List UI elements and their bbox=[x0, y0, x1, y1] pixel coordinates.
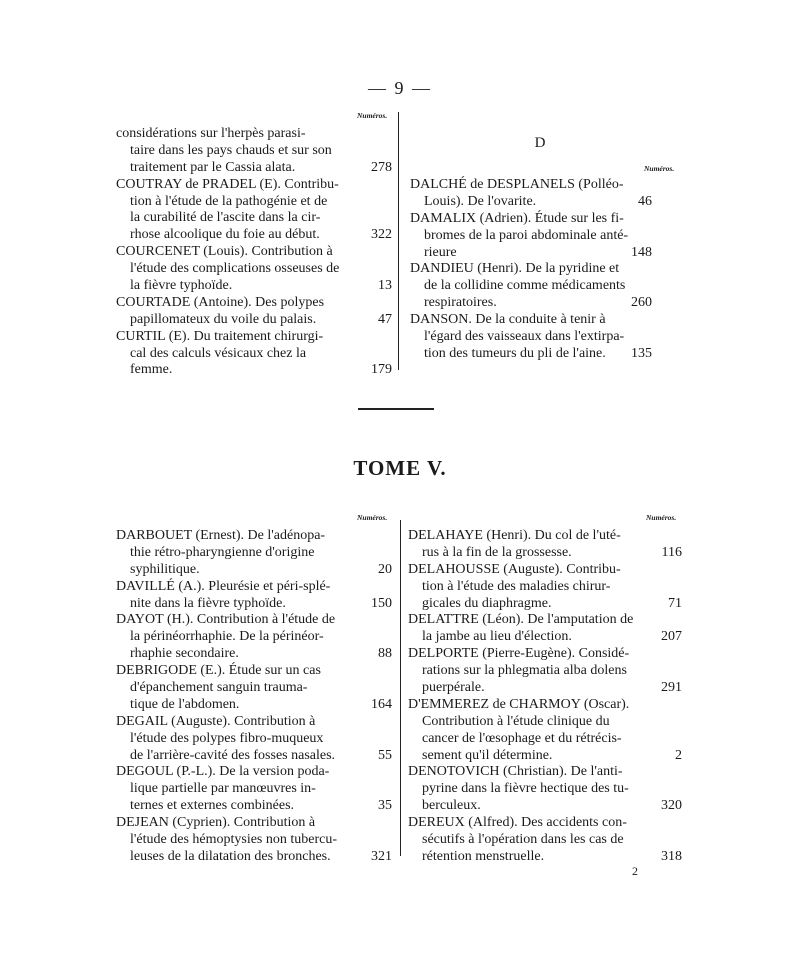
entry-text-line: thie rétro-pharyngienne d'origine bbox=[130, 544, 315, 560]
entry-text-line: traitement par le Cassia alata. 278 bbox=[130, 159, 392, 175]
index-entry bbox=[116, 815, 392, 866]
entry-number: 35 bbox=[378, 798, 392, 814]
entry-text-line: pyrine dans la fièvre hectique des tu- bbox=[422, 781, 629, 797]
index-entry bbox=[408, 562, 682, 613]
entry-text-line: rieure 148 bbox=[424, 244, 652, 260]
entry-number: 88 bbox=[378, 646, 392, 662]
entry-heading-line: DALCHÉ de DESPLANELS (Polléo- bbox=[410, 177, 624, 192]
entry-text-line: la curabilité de l'ascite dans la cir- bbox=[130, 210, 321, 226]
entry-text-line: tion à l'étude de la pathogénie et de bbox=[130, 193, 328, 209]
page-number: — 9 — bbox=[368, 78, 432, 98]
entry-text-line: l'égard des vaisseaux dans l'extirpa- bbox=[424, 329, 625, 345]
entry-heading-line: COURCENET (Louis). Contribution à bbox=[116, 244, 333, 260]
entry-heading-line: D'EMMEREZ de CHARMOY (Oscar). bbox=[408, 696, 630, 712]
entry-number: 179 bbox=[371, 362, 392, 378]
entry-text-line: respiratoires. 260 bbox=[424, 295, 652, 311]
entry-number: 320 bbox=[661, 798, 682, 814]
entry-number: 260 bbox=[631, 295, 652, 311]
index-entry bbox=[408, 764, 682, 815]
entry-text-line: gicales du diaphragme. 71 bbox=[422, 595, 682, 611]
entry-number: 278 bbox=[371, 159, 392, 175]
entry-heading-line: DANDIEU (Henri). De la pyridine et bbox=[410, 261, 620, 277]
entry-text-line: syphilitique. 20 bbox=[130, 561, 392, 577]
index-entry bbox=[116, 177, 392, 245]
entry-heading-line: DAMALIX (Adrien). Étude sur les fi- bbox=[410, 210, 624, 226]
index-column-bottom-right bbox=[408, 528, 682, 866]
entry-heading-line: DEGAIL (Auguste). Contribution à bbox=[116, 713, 316, 729]
entry-heading-line: COURTADE (Antoine). Des polypes bbox=[116, 294, 325, 310]
signature-mark: 2 bbox=[632, 864, 638, 878]
entry-text-line: papillomateux du voile du palais. 47 bbox=[130, 311, 392, 327]
index-entry bbox=[408, 528, 682, 562]
entry-text-line: berculeux. 320 bbox=[422, 798, 682, 814]
entry-text-line: lique partielle par manœuvres in- bbox=[130, 781, 316, 797]
numeros-label-top-left: Numéros. bbox=[357, 111, 388, 120]
entry-text-line: bromes de la paroi abdominale anté- bbox=[424, 227, 629, 243]
entry-text-line: rétention menstruelle. 318 bbox=[422, 848, 682, 864]
index-entry bbox=[410, 177, 652, 211]
section-letter-d: D bbox=[534, 135, 546, 151]
tome-heading: TOME V. bbox=[353, 456, 447, 480]
index-entry bbox=[116, 126, 392, 177]
index-entry bbox=[116, 244, 392, 295]
entry-text-line: l'étude des polypes fibro-muqueux bbox=[130, 730, 324, 746]
index-entry bbox=[408, 697, 682, 765]
entry-number: 13 bbox=[378, 278, 392, 294]
section-separator bbox=[358, 408, 434, 410]
index-column-top-left bbox=[116, 126, 392, 379]
entry-text-line: femme. 179 bbox=[130, 362, 392, 378]
entry-number: 47 bbox=[378, 311, 392, 327]
entry-number: 116 bbox=[661, 544, 682, 560]
numeros-label-top-right: Numéros. bbox=[644, 164, 675, 173]
entry-number: 148 bbox=[631, 244, 652, 260]
index-entry bbox=[116, 528, 392, 579]
entry-heading-line: DANSON. De la conduite à tenir à bbox=[410, 312, 606, 328]
entry-text-line: de la collidine comme médicaments bbox=[424, 278, 626, 294]
entry-text-line: la jambe au lieu d'élection. 207 bbox=[422, 629, 682, 645]
index-entry bbox=[410, 312, 652, 363]
column-divider-top bbox=[398, 112, 399, 370]
index-entry bbox=[408, 646, 682, 697]
entry-number: 71 bbox=[668, 595, 682, 611]
entry-text-line: l'étude des hémoptysies non tubercu- bbox=[130, 832, 338, 848]
index-entry bbox=[408, 815, 682, 866]
entry-text-line: rus à la fin de la grossesse. 116 bbox=[422, 544, 682, 560]
index-column-top-right bbox=[410, 177, 652, 363]
entry-text-line: nite dans la fièvre typhoïde. 150 bbox=[130, 595, 392, 611]
numeros-label-bottom-right: Numéros. bbox=[646, 513, 677, 522]
index-entry bbox=[116, 329, 392, 380]
entry-number: 55 bbox=[378, 747, 392, 763]
entry-number: 20 bbox=[378, 561, 392, 577]
entry-heading-line: DEBRIGODE (E.). Étude sur un cas bbox=[116, 663, 321, 679]
entry-heading-line: DELAHAYE (Henri). Du col de l'uté- bbox=[408, 528, 621, 543]
entry-text-line: ternes et externes combinées. 35 bbox=[130, 798, 392, 814]
index-entry bbox=[116, 579, 392, 613]
entry-heading-line: DELPORTE (Pierre-Eugène). Considé- bbox=[408, 646, 630, 662]
entry-text-line: leuses de la dilatation des bronches. 321 bbox=[130, 848, 392, 864]
entry-text-line: sécutifs à l'opération dans les cas de bbox=[422, 832, 624, 848]
index-entry bbox=[116, 295, 392, 329]
entry-number: 291 bbox=[661, 680, 682, 696]
index-entry bbox=[116, 764, 392, 815]
index-entry bbox=[116, 663, 392, 714]
entry-heading-line: DEGOUL (P.-L.). De la version poda- bbox=[116, 764, 330, 780]
entry-text-line: Contribution à l'étude clinique du bbox=[422, 713, 610, 729]
entry-text-line: tion des tumeurs du pli de l'aine. 135 bbox=[424, 345, 652, 361]
entry-text-line: rhaphie secondaire. 88 bbox=[130, 646, 392, 662]
entry-number: 46 bbox=[638, 193, 652, 209]
entry-heading-line: DENOTOVICH (Christian). De l'anti- bbox=[408, 764, 623, 780]
entry-text-line: puerpérale. 291 bbox=[422, 680, 682, 696]
entry-text-line: Louis). De l'ovarite. 46 bbox=[424, 193, 652, 209]
entry-number: 164 bbox=[371, 696, 392, 712]
entry-heading-line: considérations sur l'herpès parasi- bbox=[116, 126, 306, 141]
entry-text-line: rhose alcoolique du foie au début. 322 bbox=[130, 227, 392, 243]
index-column-bottom-left bbox=[116, 528, 392, 866]
entry-heading-line: DAVILLÉ (A.). Pleurésie et péri-splé- bbox=[116, 578, 331, 594]
entry-heading-line: DARBOUET (Ernest). De l'adénopa- bbox=[116, 528, 326, 543]
numeros-label-bottom-left: Numéros. bbox=[357, 513, 388, 522]
entry-heading-line: DEJEAN (Cyprien). Contribution à bbox=[116, 815, 316, 831]
entry-heading-line: CURTIL (E). Du traitement chirurgi- bbox=[116, 328, 324, 344]
entry-heading-line: COUTRAY de PRADEL (E). Contribu- bbox=[116, 176, 339, 192]
entry-text-line: d'épanchement sanguin trauma- bbox=[130, 680, 308, 696]
entry-text-line: tique de l'abdomen. 164 bbox=[130, 696, 392, 712]
entry-number: 2 bbox=[675, 747, 682, 763]
entry-text-line: l'étude des complications osseuses de bbox=[130, 261, 340, 277]
entry-number: 135 bbox=[631, 345, 652, 361]
entry-number: 318 bbox=[661, 848, 682, 864]
entry-number: 150 bbox=[371, 595, 392, 611]
column-divider-bottom bbox=[400, 520, 401, 856]
entry-text-line: cal des calculs vésicaux chez la bbox=[130, 345, 307, 361]
entry-text-line: rations sur la phlegmatia alba dolens bbox=[422, 663, 627, 679]
entry-text-line: cancer de l'œsophage et du rétrécis- bbox=[422, 730, 622, 746]
entry-text-line: de l'arrière-cavité des fosses nasales. 55 bbox=[130, 747, 392, 763]
index-entry bbox=[408, 612, 682, 646]
entry-text-line: la fièvre typhoïde. 13 bbox=[130, 278, 392, 294]
entry-text-line: taire dans les pays chauds et sur son bbox=[130, 142, 332, 158]
entry-number: 207 bbox=[661, 629, 682, 645]
entry-heading-line: DEREUX (Alfred). Des accidents con- bbox=[408, 815, 627, 831]
entry-text-line: sement qu'il détermine. 2 bbox=[422, 747, 682, 763]
entry-heading-line: DELAHOUSSE (Auguste). Contribu- bbox=[408, 561, 621, 577]
index-entry bbox=[410, 211, 652, 262]
entry-number: 322 bbox=[371, 227, 392, 243]
entry-heading-line: DAYOT (H.). Contribution à l'étude de bbox=[116, 612, 336, 628]
index-entry bbox=[116, 714, 392, 765]
entry-text-line: tion à l'étude des maladies chirur- bbox=[422, 578, 611, 594]
index-entry bbox=[116, 612, 392, 663]
entry-number: 321 bbox=[371, 848, 392, 864]
entry-heading-line: DELATTRE (Léon). De l'amputation de bbox=[408, 612, 634, 628]
index-entry bbox=[410, 261, 652, 312]
entry-text-line: la périnéorrhaphie. De la périnéor- bbox=[130, 629, 324, 645]
